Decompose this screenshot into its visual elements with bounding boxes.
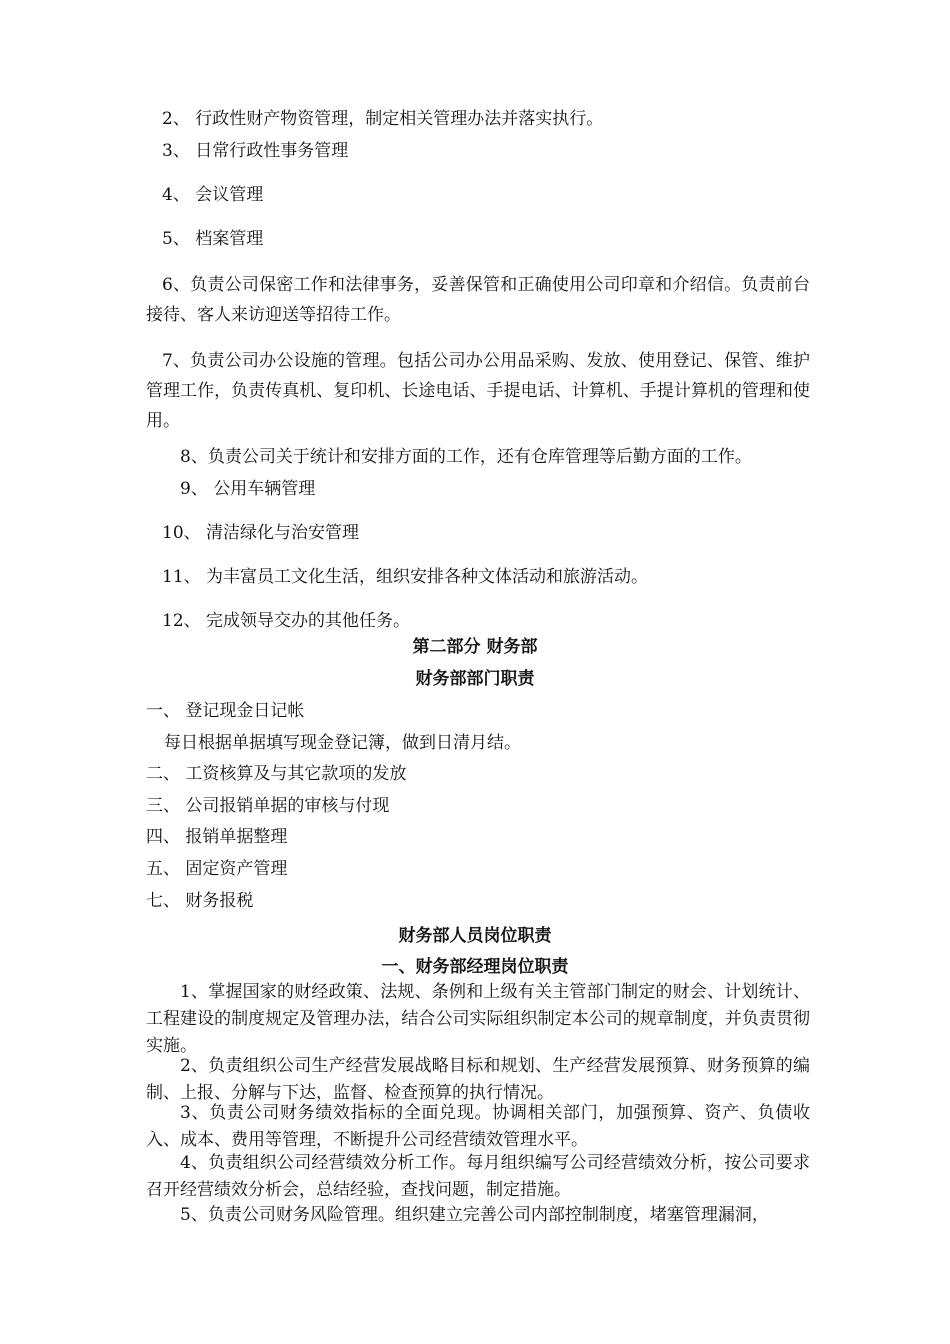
staff-duty-title: 财务部人员岗位职责 [398, 926, 552, 946]
dept-duty-5: 五、 固定资产管理 [146, 859, 288, 879]
office-item-10: 10、 清洁绿化与治安管理 [162, 523, 360, 543]
dept-duty-4: 四、 报销单据整理 [146, 827, 288, 847]
dept-duty-3: 三、 公司报销单据的审核与付现 [146, 796, 390, 816]
manager-duty-2: 2、负责组织公司生产经营发展战略目标和规划、生产经营发展预算、财务预算的编制、上报、分解与下达，监督、检查预算的执行情况。 [146, 1056, 810, 1103]
part-title: 第二部分 财务部 [412, 637, 538, 657]
office-item-7: 7、负责公司办公设施的管理。包括公司办公用品采购、发放、使用登记、保管、维护管理工作，负责传真机、复印机、长途电话、手提电话、计算机、手提计算机的管理和使用。 [146, 351, 810, 431]
dept-duty-7: 七、 财务报税 [146, 891, 254, 911]
office-item-5: 5、 档案管理 [162, 229, 264, 249]
office-item-4: 4、 会议管理 [162, 185, 264, 205]
manager-duty-3: 3、负责公司财务绩效指标的全面兑现。协调相关部门，加强预算、资产、负债收入、成本、费用等管理，不断提升公司经营绩效管理水平。 [146, 1103, 810, 1150]
office-item-8: 8、负责公司关于统计和安排方面的工作，还有仓库管理等后勤方面的工作。 [180, 447, 752, 467]
office-item-3: 3、 日常行政性事务管理 [162, 141, 349, 161]
manager-duty-5: 5、负责公司财务风险管理。组织建立完善公司内部控制制度，堵塞管理漏洞， [180, 1205, 769, 1225]
dept-duty-1: 一、 登记现金日记帐 [146, 701, 305, 721]
office-item-6: 6、负责公司保密工作和法律事务，妥善保管和正确使用公司印章和介绍信。负责前台接待、客人来访迎送等招待工作。 [146, 275, 810, 325]
office-item-11: 11、 为丰富员工文化生活，组织安排各种文体活动和旅游活动。 [162, 567, 649, 587]
dept-duty-2: 二、 工资核算及与其它款项的发放 [146, 764, 407, 784]
dept-duty-1-detail: 每日根据单据填写现金登记簿，做到日清月结。 [164, 733, 521, 753]
office-item-2: 2、 行政性财产物资管理，制定相关管理办法并落实执行。 [162, 109, 604, 129]
manager-duty-1: 1、掌握国家的财经政策、法规、条例和上级有关主管部门制定的财会、计划统计、工程建设的制度规定及管理办法，结合公司实际组织制定本公司的规章制度，并负责贯彻实施。 [146, 982, 810, 1056]
dept-duty-title: 财务部部门职责 [415, 669, 535, 689]
office-item-12: 12、 完成领导交办的其他任务。 [162, 611, 411, 631]
manager-title: 一、财务部经理岗位职责 [381, 957, 569, 977]
manager-duty-4: 4、负责组织公司经营绩效分析工作。每月组织编写公司经营绩效分析，按公司要求召开经营绩效分析会，总结经验，查找问题，制定措施。 [146, 1153, 810, 1200]
office-item-9: 9、 公用车辆管理 [180, 479, 316, 499]
